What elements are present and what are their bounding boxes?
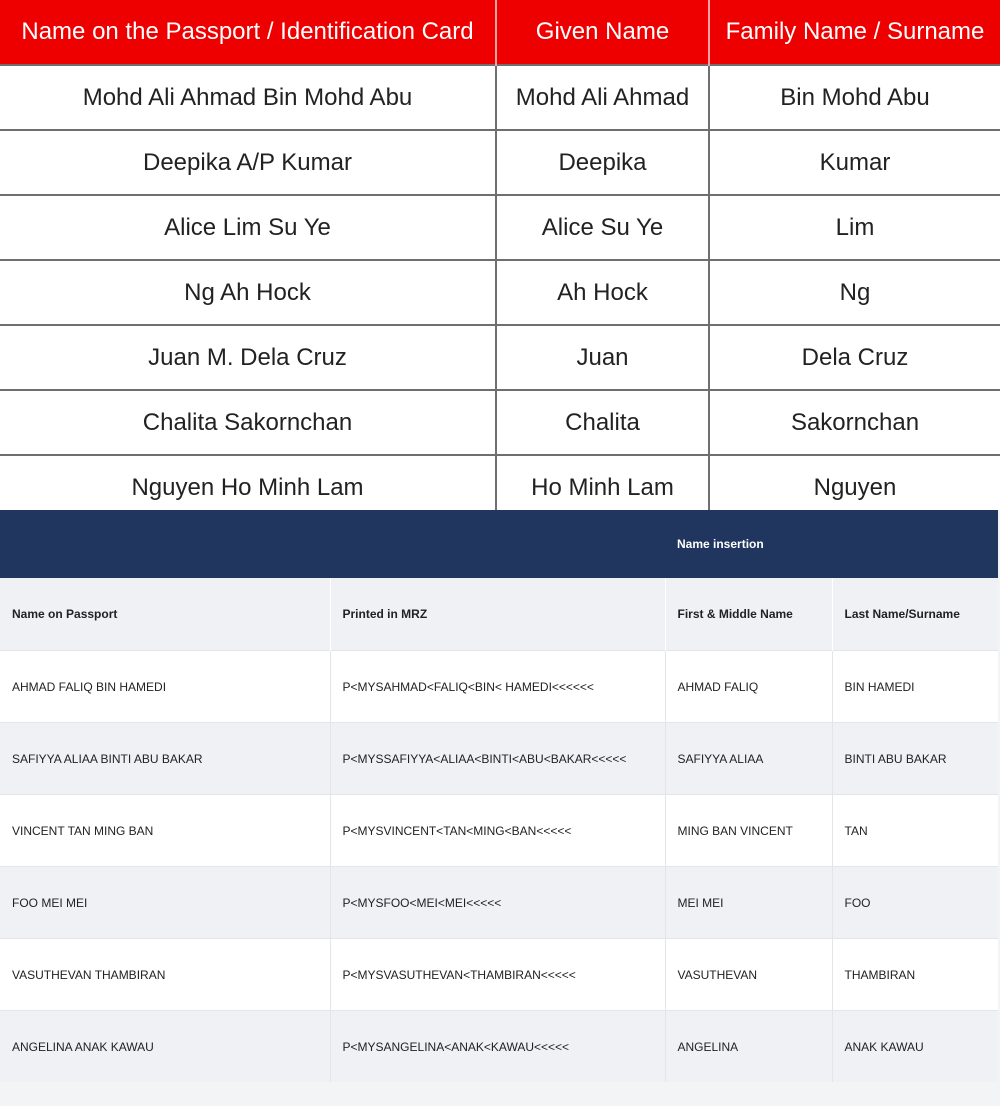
table-row [0, 260, 1000, 325]
mrz-table-container [0, 510, 1000, 1106]
cell-given-name: Alice Su Ye [496, 195, 709, 260]
table-row [0, 390, 1000, 455]
cell-mrz: P<MYSANGELINA<ANAK<KAWAU<<<<< [330, 1011, 665, 1083]
cell-mrz: P<MYSVINCENT<TAN<MING<BAN<<<<< [330, 795, 665, 867]
cell-first-middle-name: MING BAN VINCENT [665, 795, 832, 867]
header-family-name: Family Name / Surname [709, 0, 1000, 65]
header-printed-in-mrz: Printed in MRZ [330, 578, 665, 651]
mrz-name-table [0, 510, 998, 1082]
cell-passport-name: Alice Lim Su Ye [0, 195, 496, 260]
cell-last-name: ANAK KAWAU [832, 1011, 998, 1083]
cell-last-name: THAMBIRAN [832, 939, 998, 1011]
cell-passport-name: Mohd Ali Ahmad Bin Mohd Abu [0, 65, 496, 130]
cell-first-middle-name: SAFIYYA ALIAA [665, 723, 832, 795]
cell-mrz: P<MYSAHMAD<FALIQ<BIN< HAMEDI<<<<<< [330, 651, 665, 723]
cell-last-name: BINTI ABU BAKAR [832, 723, 998, 795]
cell-last-name: TAN [832, 795, 998, 867]
header-name-on-passport: Name on Passport [0, 578, 330, 651]
cell-passport-name: Chalita Sakornchan [0, 390, 496, 455]
table-row [0, 795, 998, 867]
cell-mrz: P<MYSFOO<MEI<MEI<<<<< [330, 867, 665, 939]
cell-given-name: Mohd Ali Ahmad [496, 65, 709, 130]
table-header-row [0, 0, 1000, 65]
cell-family-name: Dela Cruz [709, 325, 1000, 390]
cell-passport-name: Juan M. Dela Cruz [0, 325, 496, 390]
table-row [0, 65, 1000, 130]
cell-given-name: Deepika [496, 130, 709, 195]
table-row [0, 723, 998, 795]
cell-first-middle-name: MEI MEI [665, 867, 832, 939]
cell-mrz: P<MYSVASUTHEVAN<THAMBIRAN<<<<< [330, 939, 665, 1011]
passport-name-table [0, 0, 1000, 519]
cell-name-on-passport: AHMAD FALIQ BIN HAMEDI [0, 651, 330, 723]
cell-first-middle-name: ANGELINA [665, 1011, 832, 1083]
cell-family-name: Ng [709, 260, 1000, 325]
table-row [0, 651, 998, 723]
header-last-name: Last Name/Surname [832, 578, 998, 651]
cell-given-name: Ho Minh Lam [496, 455, 709, 519]
cell-passport-name: Ng Ah Hock [0, 260, 496, 325]
cell-mrz: P<MYSSAFIYYA<ALIAA<BINTI<ABU<BAKAR<<<<< [330, 723, 665, 795]
table-row [0, 867, 998, 939]
cell-first-middle-name: AHMAD FALIQ [665, 651, 832, 723]
cell-family-name: Bin Mohd Abu [709, 65, 1000, 130]
cell-passport-name: Nguyen Ho Minh Lam [0, 455, 496, 519]
cell-family-name: Lim [709, 195, 1000, 260]
cell-last-name: FOO [832, 867, 998, 939]
table-row [0, 1011, 998, 1083]
cell-given-name: Chalita [496, 390, 709, 455]
cell-name-on-passport: VASUTHEVAN THAMBIRAN [0, 939, 330, 1011]
group-header-row [0, 510, 998, 578]
cell-family-name: Sakornchan [709, 390, 1000, 455]
cell-given-name: Ah Hock [496, 260, 709, 325]
table-row [0, 130, 1000, 195]
cell-name-on-passport: FOO MEI MEI [0, 867, 330, 939]
table-row [0, 195, 1000, 260]
cell-name-on-passport: SAFIYYA ALIAA BINTI ABU BAKAR [0, 723, 330, 795]
cell-family-name: Nguyen [709, 455, 1000, 519]
group-header-spacer [0, 510, 665, 578]
cell-last-name: BIN HAMEDI [832, 651, 998, 723]
header-first-middle-name: First & Middle Name [665, 578, 832, 651]
cell-given-name: Juan [496, 325, 709, 390]
table-row [0, 325, 1000, 390]
table-header-row [0, 578, 998, 651]
cell-family-name: Kumar [709, 130, 1000, 195]
name-insertion-header: Name insertion [665, 510, 998, 578]
header-given-name: Given Name [496, 0, 709, 65]
table-row [0, 939, 998, 1011]
header-passport-name: Name on the Passport / Identification Card [0, 0, 496, 65]
cell-first-middle-name: VASUTHEVAN [665, 939, 832, 1011]
cell-name-on-passport: ANGELINA ANAK KAWAU [0, 1011, 330, 1083]
cell-passport-name: Deepika A/P Kumar [0, 130, 496, 195]
cell-name-on-passport: VINCENT TAN MING BAN [0, 795, 330, 867]
